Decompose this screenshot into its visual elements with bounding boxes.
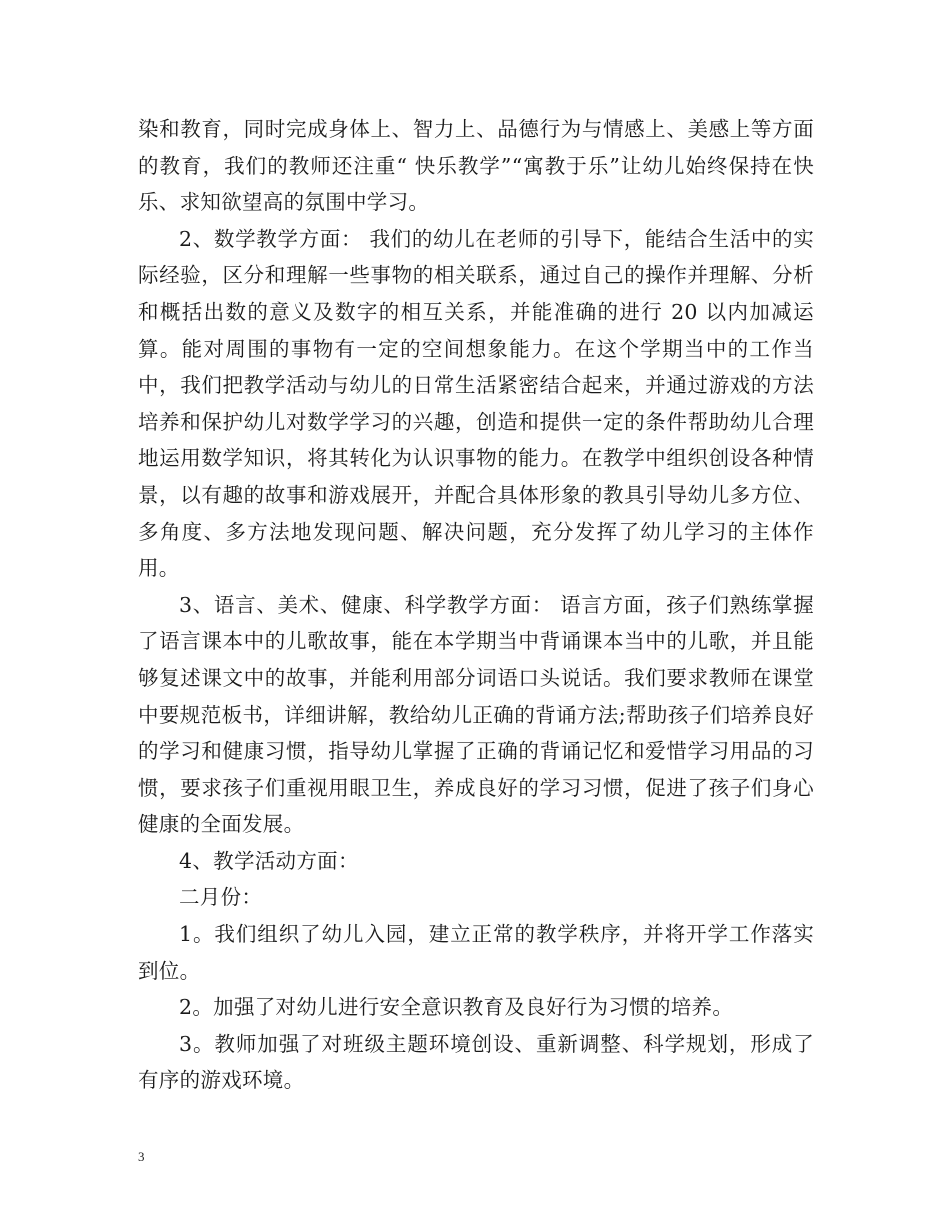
paragraph-teaching-activities-heading: 4、教学活动方面： — [179, 848, 359, 873]
document-body — [138, 111, 814, 1099]
paragraph-item-3: 3。教师加强了对班级主题环境创设、重新调整、科学规划，形成了有序的游戏环境。 — [138, 1031, 814, 1093]
paragraph-continuation: 染和教育，同时完成身体上、智力上、品德行为与情感上、美感上等方面的教育，我们的教师还注重“ 快乐教学”“寓教于乐”让幼儿始终保持在快乐、求知欲望高的氛围中学习。 — [138, 117, 814, 215]
paragraph-math-teaching: 2、数学教学方面： 我们的幼儿在老师的引导下，能结合生活中的实际经验，区分和理解一些事物的相关联系，通过自己的操作并理解、分析和概括出数的意义及数字的相互关系，并能准确的进行 20 以内加减运算。能对周围的事物有一定的空间想象能力。在这个学期当中的工作当中，我们把教学活动与幼儿的日常生活紧密结合起来，并通过游戏的方法培养和保护幼儿对数学学习的兴趣，创造和提供一定的条件帮助幼儿合理地运用数学知识，将其转化为认识事物的能力。在教学中组织创设各种情景，以有趣的故事和游戏展开，并配合具体形象的教具引导幼儿多方位、多角度、多方法地发现问题、解决问题，充分发挥了幼儿学习的主体作用。 — [138, 226, 814, 581]
paragraph-language-art-health-science: 3、语言、美术、健康、科学教学方面： 语言方面，孩子们熟练掌握了语言课本中的儿歌故事，能在本学期当中背诵课本当中的儿歌，并且能够复述课文中的故事，并能利用部分词语口头说话。我们要求教师在课堂中要规范板书，详细讲解，教给幼儿正确的背诵方法;帮助孩子们培养良好的学习和健康习惯，指导幼儿掌握了正确的背诵记忆和爱惜学习用品的习惯，要求孩子们重视用眼卫生，养成良好的学习习惯，促进了孩子们身心健康的全面发展。 — [138, 592, 814, 837]
page-number: 3 — [138, 1149, 145, 1164]
paragraph-february-heading: 二月份： — [179, 885, 263, 910]
paragraph-item-1: 1。我们组织了幼儿入园，建立正常的教学秩序，并将开学工作落实到位。 — [138, 922, 814, 983]
paragraph-item-2: 2。加强了对幼儿进行安全意识教育及良好行为习惯的培养。 — [179, 995, 734, 1020]
